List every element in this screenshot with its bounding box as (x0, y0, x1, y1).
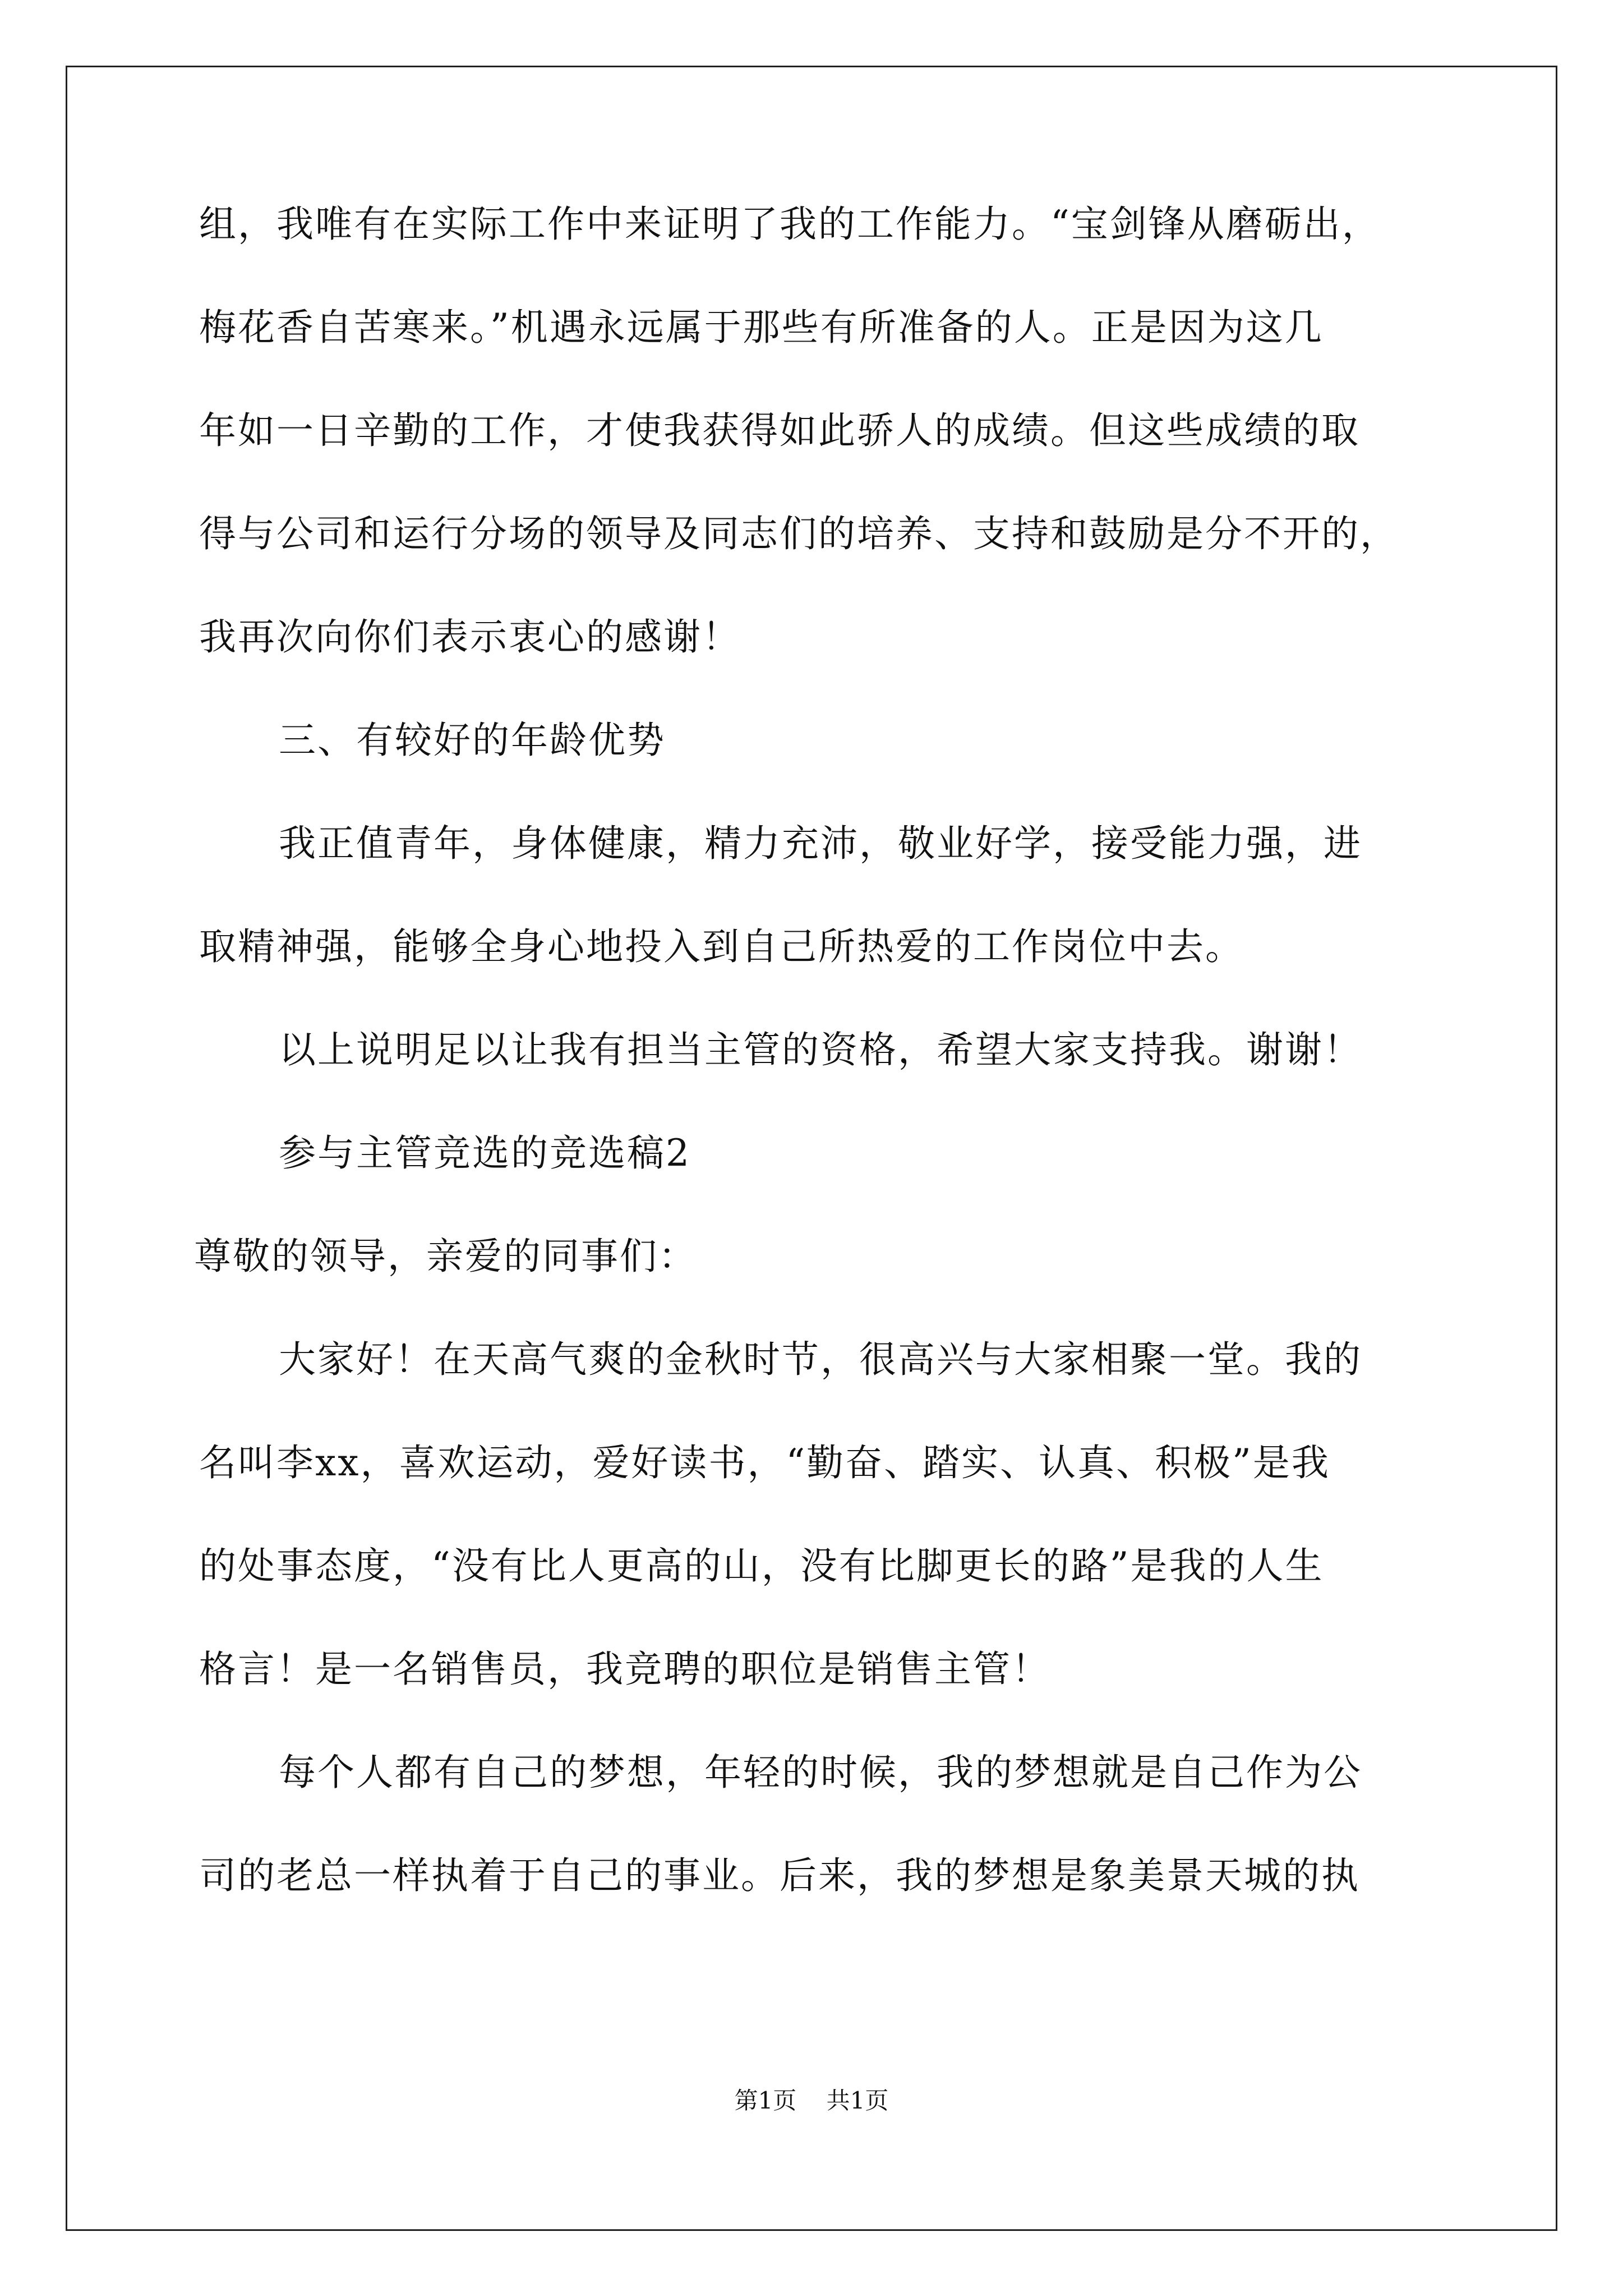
text-line: 年如一日辛勤的工作，才使我获得如此骄人的成绩。但这些成绩的取 (199, 409, 1360, 452)
page-number: 第1页 (734, 2087, 797, 2114)
page-footer (0, 2087, 1623, 2115)
text-line: 得与公司和运行分场的领导及同志们的培养、支持和鼓励是分不开的， (199, 512, 1399, 555)
text-line: 格言！是一名销售员，我竞聘的职位是销售主管！ (199, 1648, 1050, 1691)
text-line: 我正值青年，身体健康，精力充沛，敬业好学，接受能力强，进 (279, 822, 1362, 865)
text-line: 取精神强，能够全身心地投入到自己所热爱的工作岗位中去。 (199, 925, 1244, 968)
text-line: 大家好！在天高气爽的金秋时节，很高兴与大家相聚一堂。我的 (279, 1338, 1362, 1381)
section-heading: 三、有较好的年龄优势 (279, 719, 666, 762)
text-line: 组，我唯有在实际工作中来证明了我的工作能力。“宝剑锋从磨砺出， (199, 203, 1381, 246)
text-line: 梅花香自苦寒来。”机遇永远属于那些有所准备的人。正是因为这几 (199, 306, 1324, 349)
text-line: 司的老总一样执着于自己的事业。后来，我的梦想是象美景天城的执 (199, 1854, 1360, 1897)
text-line: 我再次向你们表示衷心的感谢！ (199, 615, 741, 659)
article-title: 参与主管竞选的竞选稿2 (279, 1131, 691, 1175)
text-line: 的处事态度，“没有比人更高的山，没有比脚更长的路”是我的人生 (199, 1544, 1324, 1588)
text-line: 以上说明足以让我有担当主管的资格，希望大家支持我。谢谢！ (279, 1028, 1362, 1071)
salutation: 尊敬的领导，亲爱的同事们： (194, 1235, 697, 1278)
text-line: 每个人都有自己的梦想，年轻的时候，我的梦想就是自己作为公 (279, 1751, 1362, 1794)
page-total: 共1页 (826, 2087, 889, 2114)
text-line: 名叫李xx，喜欢运动，爱好读书，“勤奋、踏实、认真、积极”是我 (199, 1441, 1330, 1484)
